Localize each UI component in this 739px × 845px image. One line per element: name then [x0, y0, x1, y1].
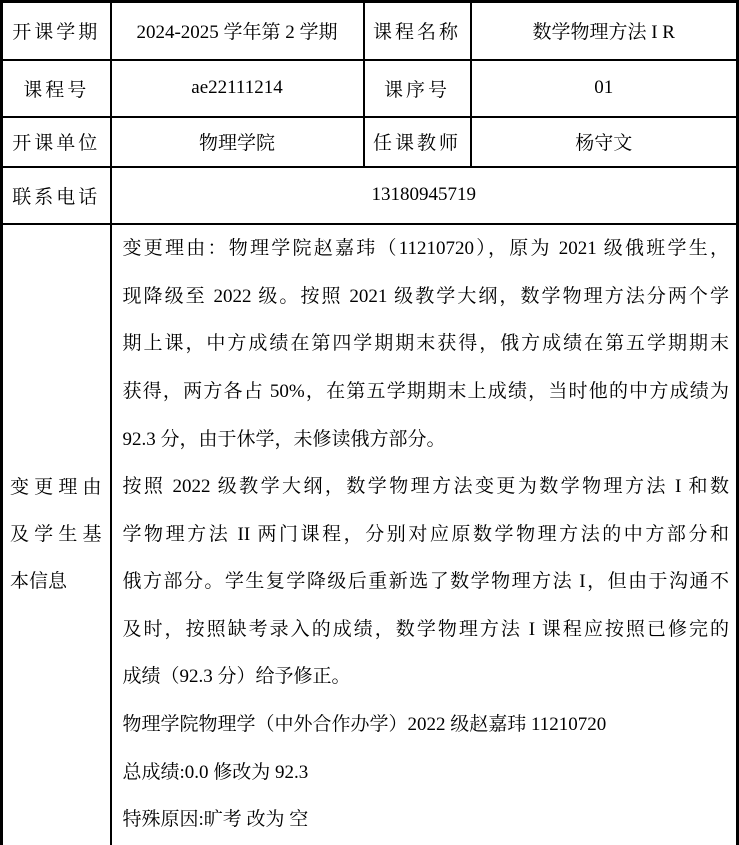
- body-line: 及时，按照缺考录入的成绩，数学物理方法 I 课程应按照已修完的: [122, 618, 729, 640]
- body-line: 学物理方法 II 两门课程，分别对应原数学物理方法的中方部分和: [122, 523, 729, 545]
- body-line: 变更理由：物理学院赵嘉玮（11210720），原为 2021 级俄班学生，: [122, 238, 729, 260]
- body-line: 按照 2022 级教学大纲，数学物理方法变更为数学物理方法 I 和数: [122, 476, 729, 498]
- body-line: 物理学院物理学（中外合作办学）2022 级赵嘉玮 11210720: [122, 714, 607, 736]
- change-reason-body: [111, 224, 738, 845]
- body-line: 成绩（92.3 分）给予修正。: [122, 666, 351, 688]
- change-reason-header-line: 及学生基: [10, 524, 102, 545]
- course-term-label: 开课学期: [2, 2, 111, 60]
- course-term-value: 2024-2025 学年第 2 学期: [111, 2, 364, 60]
- phone-label: 联系电话: [2, 167, 111, 224]
- form-row-code: [2, 60, 738, 117]
- change-reason-header-lines: [3, 464, 110, 605]
- class-sequence-label: 课序号: [364, 60, 471, 117]
- body-line: 特殊原因:旷考 改为 空: [122, 809, 309, 831]
- change-reason-header-line: 变更理由: [10, 477, 102, 498]
- phone-value: 13180945719: [111, 167, 738, 224]
- change-reason-header-line: 本信息: [10, 571, 68, 592]
- teacher-label: 任课教师: [364, 117, 471, 167]
- body-line: 现降级至 2022 级。按照 2021 级教学大纲，数学物理方法分两个学: [122, 285, 729, 307]
- body-line: 俄方部分。学生复学降级后重新选了数学物理方法 I，但由于沟通不: [122, 571, 729, 593]
- department-value: 物理学院: [111, 117, 364, 167]
- form-row-change-reason: [2, 224, 738, 845]
- form-row-phone: [2, 167, 738, 224]
- form-row-department: [2, 117, 738, 167]
- change-reason-body-lines: [112, 225, 737, 845]
- teacher-value: 杨守文: [471, 117, 738, 167]
- form-row-term: [2, 2, 738, 60]
- course-name-label: 课程名称: [364, 2, 471, 60]
- course-code-label: 课程号: [2, 60, 111, 117]
- course-name-value: 数学物理方法 I R: [471, 2, 738, 60]
- class-sequence-value: 01: [471, 60, 738, 117]
- change-reason-header: [2, 224, 111, 845]
- body-line: 获得，两方各占 50%，在第五学期期末上成绩，当时他的中方成绩为: [122, 380, 729, 402]
- body-line: 92.3 分，由于休学，未修读俄方部分。: [122, 428, 446, 450]
- body-line: 总成绩:0.0 修改为 92.3: [122, 761, 309, 783]
- course-code-value: ae22111214: [111, 60, 364, 117]
- body-line: 期上课，中方成绩在第四学期期末获得，俄方成绩在第五学期期末: [122, 333, 729, 355]
- department-label: 开课单位: [2, 117, 111, 167]
